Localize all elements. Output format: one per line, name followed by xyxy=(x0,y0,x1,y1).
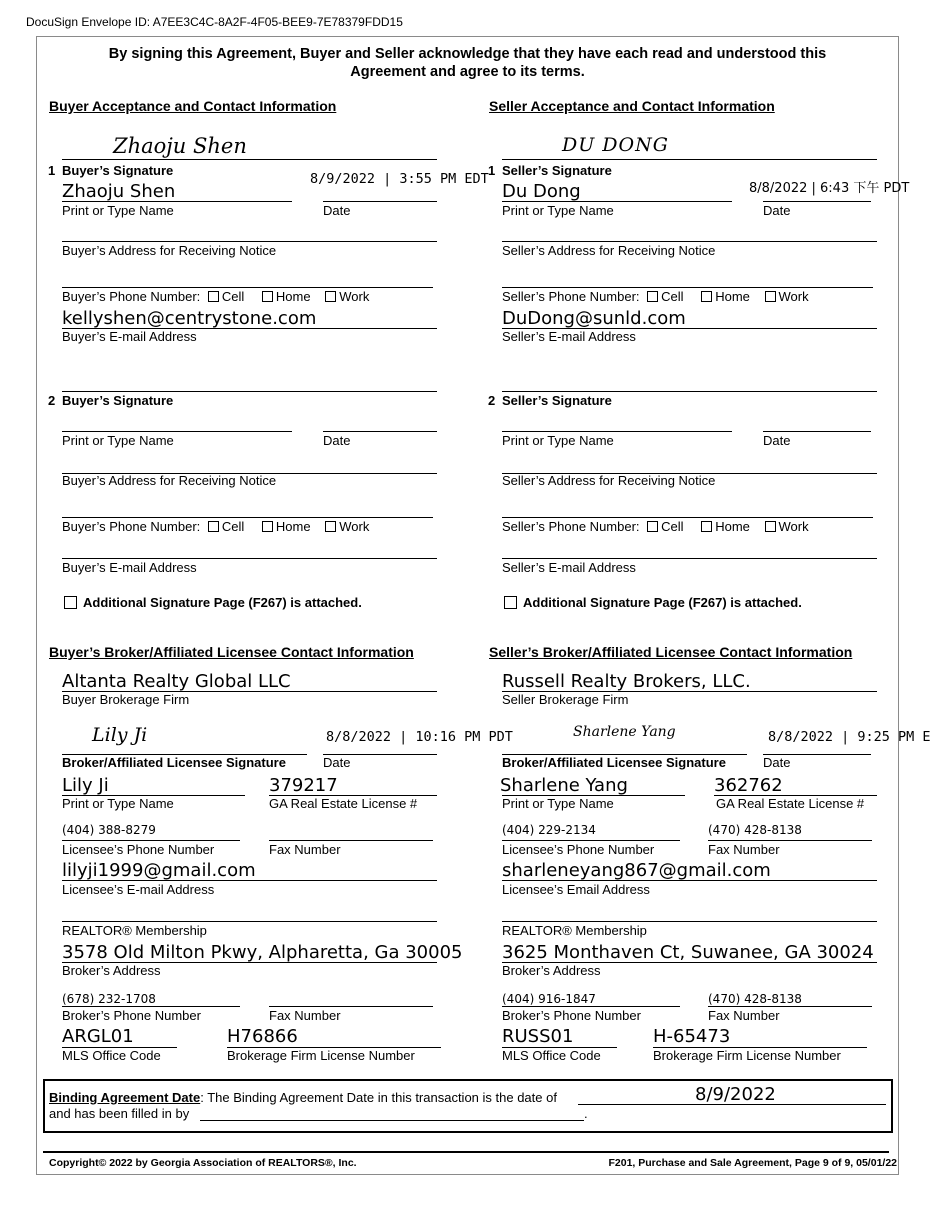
buyer-broker-broker-fax-label: Fax Number xyxy=(269,1008,341,1023)
seller-1-email-value: DuDong@sunld.com xyxy=(502,308,686,329)
seller-2-phone-line xyxy=(502,517,873,518)
buyer-broker-firm-label: Buyer Brokerage Firm xyxy=(62,692,190,707)
seller-2-address-label: Seller’s Address for Receiving Notice xyxy=(502,473,716,488)
buyer-broker-phone-value: (404) 388-8279 xyxy=(62,823,156,837)
seller-additional-label: Additional Signature Page (F267) is attached. xyxy=(523,595,802,610)
buyer-1-name-value: Zhaoju Shen xyxy=(62,181,176,202)
seller-broker-signature-label: Broker/Affiliated Licensee Signature xyxy=(502,755,726,770)
seller-2-cell-checkbox[interactable] xyxy=(647,521,658,532)
buyer-1-address-line xyxy=(62,241,437,242)
seller-broker-broker-fax-label: Fax Number xyxy=(708,1008,780,1023)
seller-heading: Seller Acceptance and Contact Information xyxy=(489,98,775,114)
buyer-2-phone-line xyxy=(62,517,433,518)
buyer-1-signature-label: Buyer’s Signature xyxy=(62,163,174,178)
buyer-heading: Buyer Acceptance and Contact Information xyxy=(49,98,337,114)
seller-additional-page xyxy=(504,595,802,610)
buyer-1-name-label: Print or Type Name xyxy=(62,203,174,218)
seller-1-phone-line xyxy=(502,287,873,288)
seller-broker-address-label: Broker’s Address xyxy=(502,963,601,978)
buyer-broker-email-label: Licensee’s E-mail Address xyxy=(62,882,215,897)
seller-2-phone-text: Seller’s Phone Number: xyxy=(502,519,640,534)
seller-broker-name-value: Sharlene Yang xyxy=(500,775,628,796)
buyer-1-number: 1 xyxy=(48,163,56,178)
buyer-broker-firm-license-label: Brokerage Firm License Number xyxy=(227,1048,415,1063)
buyer-broker-signature-image: Lily Ji xyxy=(92,724,148,746)
binding-agreement-label: Binding Agreement Date xyxy=(49,1090,201,1105)
seller-1-date-line xyxy=(763,201,871,202)
envelope-id: DocuSign Envelope ID: A7EE3C4C-8A2F-4F05-BEE9-7E78379FDD15 xyxy=(26,15,403,29)
buyer-2-name-label: Print or Type Name xyxy=(62,433,174,448)
seller-broker-firm-license-value: H-65473 xyxy=(653,1026,731,1047)
seller-2-signature-label: Seller’s Signature xyxy=(502,393,612,408)
buyer-broker-license-label: GA Real Estate License # xyxy=(269,796,418,811)
seller-broker-email-line xyxy=(502,880,877,881)
seller-2-name-label: Print or Type Name xyxy=(502,433,614,448)
buyer-1-home-checkbox[interactable] xyxy=(262,291,273,302)
seller-1-phone-label xyxy=(502,289,809,304)
buyer-1-email-label: Buyer’s E-mail Address xyxy=(62,329,197,344)
seller-1-signature-label: Seller’s Signature xyxy=(502,163,612,178)
seller-1-name-label: Print or Type Name xyxy=(502,203,614,218)
seller-1-home-label: Home xyxy=(715,289,750,304)
buyer-2-phone-label xyxy=(62,519,369,534)
buyer-2-work-label: Work xyxy=(339,519,370,534)
footer-form-id: F201, Purchase and Sale Agreement, Page 9 of 9, 05/01/22 xyxy=(608,1157,897,1169)
buyer-broker-broker-fax-line xyxy=(269,1006,433,1007)
seller-broker-fax-label: Fax Number xyxy=(708,842,780,857)
binding-filled-by-label: and has been filled in by xyxy=(49,1106,190,1121)
seller-broker-license-label: GA Real Estate License # xyxy=(716,796,865,811)
buyer-1-phone-label xyxy=(62,289,369,304)
seller-1-cell-checkbox[interactable] xyxy=(647,291,658,302)
buyer-2-date-label: Date xyxy=(323,433,351,448)
buyer-broker-signed-date: 8/8/2022 | 10:16 PM PDT xyxy=(326,729,513,745)
buyer-1-date-label: Date xyxy=(323,203,351,218)
buyer-broker-broker-phone-label: Broker’s Phone Number xyxy=(62,1008,201,1023)
buyer-broker-email-value: lilyji1999@gmail.com xyxy=(62,860,256,881)
buyer-2-signature-line xyxy=(62,391,437,392)
buyer-broker-fax-line xyxy=(269,840,433,841)
buyer-1-home-label: Home xyxy=(275,289,311,304)
seller-2-number: 2 xyxy=(488,393,496,408)
buyer-1-address-label: Buyer’s Address for Receiving Notice xyxy=(62,243,277,258)
buyer-broker-fax-label: Fax Number xyxy=(269,842,341,857)
seller-1-number: 1 xyxy=(488,163,496,178)
buyer-broker-realtor-label: REALTOR® Membership xyxy=(62,923,207,938)
seller-broker-broker-fax-line xyxy=(708,1006,872,1007)
seller-broker-email-value: sharleneyang867@gmail.com xyxy=(502,860,771,881)
buyer-broker-heading: Buyer’s Broker/Affiliated Licensee Contact Information xyxy=(49,644,414,660)
seller-broker-name-label: Print or Type Name xyxy=(502,796,614,811)
buyer-broker-name-label: Print or Type Name xyxy=(62,796,174,811)
seller-1-email-label: Seller’s E-mail Address xyxy=(502,329,636,344)
buyer-2-email-line xyxy=(62,558,437,559)
seller-2-home-label: Home xyxy=(715,519,750,534)
seller-2-name-line xyxy=(502,431,732,432)
buyer-broker-firm-license-value: H76866 xyxy=(227,1026,298,1047)
binding-period: . xyxy=(584,1106,588,1121)
seller-broker-broker-phone-line xyxy=(502,1006,680,1007)
seller-broker-date-label: Date xyxy=(763,755,791,770)
seller-broker-address-value: 3625 Monthaven Ct, Suwanee, GA 30024 xyxy=(502,942,874,963)
seller-1-address-label: Seller’s Address for Receiving Notice xyxy=(502,243,716,258)
buyer-2-cell-checkbox[interactable] xyxy=(208,521,219,532)
binding-date-value: 8/9/2022 xyxy=(695,1084,776,1105)
seller-2-home-checkbox[interactable] xyxy=(701,521,712,532)
buyer-1-date-line xyxy=(323,201,437,202)
seller-2-work-label: Work xyxy=(778,519,809,534)
intro-line-2: Agreement and agree to its terms. xyxy=(350,64,585,80)
seller-broker-signed-date: 8/8/2022 | 9:25 PM E xyxy=(768,729,931,745)
seller-broker-firm-license-label: Brokerage Firm License Number xyxy=(653,1048,841,1063)
seller-broker-broker-phone-label: Broker’s Phone Number xyxy=(502,1008,641,1023)
buyer-broker-license-value: 379217 xyxy=(269,775,338,796)
binding-filled-by-line xyxy=(200,1120,584,1121)
seller-2-cell-label: Cell xyxy=(661,519,684,534)
seller-2-work-checkbox[interactable] xyxy=(765,521,776,532)
buyer-broker-mls-label: MLS Office Code xyxy=(62,1048,161,1063)
intro-text xyxy=(36,45,899,81)
seller-broker-fax-line xyxy=(708,840,872,841)
buyer-broker-firm-value: Altanta Realty Global LLC xyxy=(62,671,291,692)
buyer-1-signature-line xyxy=(62,159,437,160)
buyer-broker-date-label: Date xyxy=(323,755,351,770)
seller-broker-firm-label: Seller Brokerage Firm xyxy=(502,692,629,707)
buyer-2-home-label: Home xyxy=(275,519,311,534)
buyer-1-name-line xyxy=(62,201,292,202)
buyer-1-phone-text: Buyer’s Phone Number: xyxy=(62,289,201,304)
seller-1-signed-date: 8/8/2022 | 6:43 下午 PDT xyxy=(749,181,910,196)
seller-1-name-line xyxy=(502,201,732,202)
buyer-2-phone-text: Buyer’s Phone Number: xyxy=(62,519,201,534)
seller-broker-license-value: 362762 xyxy=(714,775,783,796)
seller-2-email-line xyxy=(502,558,877,559)
buyer-additional-label: Additional Signature Page (F267) is attached. xyxy=(83,595,362,610)
buyer-broker-phone-label: Licensee’s Phone Number xyxy=(62,842,215,857)
seller-2-date-label: Date xyxy=(763,433,791,448)
seller-broker-firm-value: Russell Realty Brokers, LLC. xyxy=(502,671,751,692)
buyer-broker-name-value: Lily Ji xyxy=(62,775,109,796)
seller-broker-signature-image: Sharlene Yang xyxy=(573,724,676,740)
seller-broker-phone-label: Licensee’s Phone Number xyxy=(502,842,655,857)
buyer-broker-broker-phone-value: (678) 232-1708 xyxy=(62,992,156,1006)
buyer-1-work-checkbox[interactable] xyxy=(325,291,336,302)
seller-1-work-label: Work xyxy=(778,289,809,304)
buyer-1-email-value: kellyshen@centrystone.com xyxy=(62,308,317,329)
buyer-1-signed-date: 8/9/2022 | 3:55 PM EDT xyxy=(310,171,489,187)
buyer-broker-phone-line xyxy=(62,840,240,841)
seller-broker-broker-phone-value: (404) 916-1847 xyxy=(502,992,596,1006)
seller-broker-broker-fax-value: (470) 428-8138 xyxy=(708,992,802,1006)
buyer-broker-signature-label: Broker/Affiliated Licensee Signature xyxy=(62,755,286,770)
footer-copyright: Copyright© 2022 by Georgia Association of REALTORS®, Inc. xyxy=(49,1157,357,1169)
seller-1-date-label: Date xyxy=(763,203,791,218)
seller-broker-email-label: Licensee’s Email Address xyxy=(502,882,650,897)
seller-broker-heading: Seller’s Broker/Affiliated Licensee Contact Information xyxy=(489,644,853,660)
buyer-2-cell-label: Cell xyxy=(221,519,245,534)
seller-1-home-checkbox[interactable] xyxy=(701,291,712,302)
seller-1-cell-label: Cell xyxy=(661,289,684,304)
seller-1-name-value: Du Dong xyxy=(502,181,581,202)
seller-broker-realtor-line xyxy=(502,921,877,922)
seller-broker-phone-value: (404) 229-2134 xyxy=(502,823,596,837)
seller-1-signature-image: DU DONG xyxy=(562,134,669,156)
seller-broker-realtor-label: REALTOR® Membership xyxy=(502,923,647,938)
buyer-broker-address-value: 3578 Old Milton Pkwy, Alpharetta, Ga 30005 xyxy=(62,942,463,963)
seller-2-signature-line xyxy=(502,391,877,392)
buyer-1-cell-checkbox[interactable] xyxy=(208,291,219,302)
buyer-additional-checkbox[interactable] xyxy=(64,596,77,609)
binding-agreement-line-1 xyxy=(49,1090,557,1105)
buyer-2-address-label: Buyer’s Address for Receiving Notice xyxy=(62,473,277,488)
buyer-2-signature-label: Buyer’s Signature xyxy=(62,393,174,408)
seller-broker-fax-value: (470) 428-8138 xyxy=(708,823,802,837)
buyer-broker-mls-value: ARGL01 xyxy=(62,1026,134,1047)
buyer-additional-page xyxy=(64,595,362,610)
buyer-broker-email-line xyxy=(62,880,437,881)
seller-broker-phone-line xyxy=(502,840,680,841)
seller-1-phone-text: Seller’s Phone Number: xyxy=(502,289,640,304)
seller-2-email-label: Seller’s E-mail Address xyxy=(502,560,636,575)
buyer-1-phone-line xyxy=(62,287,433,288)
seller-additional-checkbox[interactable] xyxy=(504,596,517,609)
buyer-1-work-label: Work xyxy=(339,289,370,304)
buyer-2-name-line xyxy=(62,431,292,432)
footer-rule xyxy=(43,1151,889,1153)
buyer-2-date-line xyxy=(323,431,437,432)
seller-2-date-line xyxy=(763,431,871,432)
seller-2-phone-label xyxy=(502,519,809,534)
buyer-broker-address-label: Broker’s Address xyxy=(62,963,161,978)
seller-1-address-line xyxy=(502,241,877,242)
seller-1-signature-line xyxy=(502,159,877,160)
buyer-2-number: 2 xyxy=(48,393,56,408)
buyer-2-email-label: Buyer’s E-mail Address xyxy=(62,560,197,575)
buyer-1-signature-image: Zhaoju Shen xyxy=(113,134,247,158)
seller-1-work-checkbox[interactable] xyxy=(765,291,776,302)
buyer-broker-realtor-line xyxy=(62,921,437,922)
buyer-2-home-checkbox[interactable] xyxy=(262,521,273,532)
buyer-2-work-checkbox[interactable] xyxy=(325,521,336,532)
seller-broker-mls-value: RUSS01 xyxy=(502,1026,574,1047)
buyer-broker-broker-phone-line xyxy=(62,1006,240,1007)
intro-line-1: By signing this Agreement, Buyer and Seller acknowledge that they have each read and understood this xyxy=(108,46,827,62)
binding-agreement-text: : The Binding Agreement Date in this transaction is the date of xyxy=(200,1090,557,1105)
seller-broker-mls-label: MLS Office Code xyxy=(502,1048,601,1063)
buyer-1-cell-label: Cell xyxy=(221,289,245,304)
